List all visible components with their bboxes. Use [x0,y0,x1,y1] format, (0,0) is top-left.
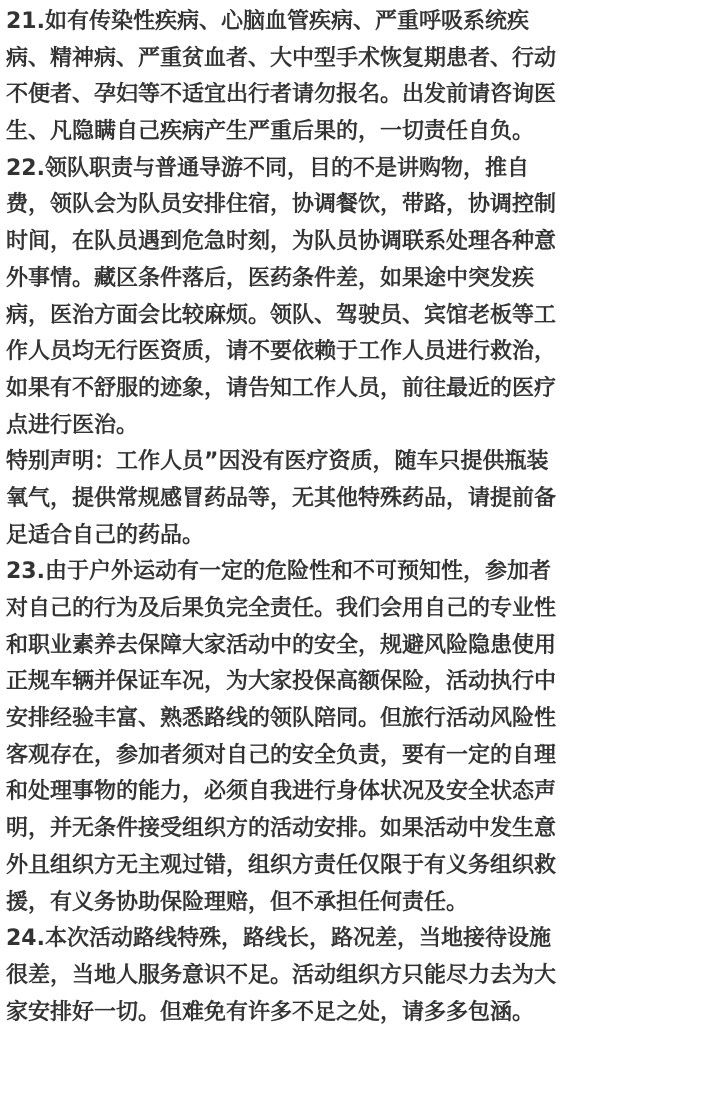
text-line: 正规车辆并保证车况，为大家投保高额保险，活动执行中 [6,669,557,695]
document-body [6,4,696,1031]
text-line: 如果有不舒服的迹象，请告知工作人员，前往最近的医疗 [6,375,557,401]
text-line: 和职业素养去保障大家活动中的安全，规避风险隐患使用 [6,632,557,658]
section-special-statement [6,444,696,554]
section-item-24 [6,921,696,1031]
text-line: 安排经验丰富、熟悉路线的领队陪同。但旅行活动风险性 [6,706,557,732]
text-line: 病，医治方面会比较麻烦。领队、驾驶员、宾馆老板等工 [6,302,557,328]
text-line: 明，并无条件接受组织方的活动安排。如果活动中发生意 [6,816,557,842]
section-item-23 [6,554,696,921]
text-line: 家安排好一切。但难免有许多不足之处，请多多包涵。 [6,999,535,1025]
text-line: 足适合自己的药品。 [6,522,205,548]
section-item-21 [6,4,696,151]
text-line: 24.本次活动路线特殊，路线长，路况差，当地接待设施 [6,926,551,952]
text-line: 很差，当地人服务意识不足。活动组织方只能尽力去为大 [6,962,557,988]
text-line: 点进行医治。 [6,412,139,438]
text-line: 费，领队会为队员安排住宿，协调餐饮，带路，协调控制 [6,192,557,218]
text-line: 特别声明：工作人员”因没有医疗资质，随车只提供瓶装 [6,449,549,475]
text-line: 生、凡隐瞒自己疾病产生严重后果的，一切责任自负。 [6,119,535,145]
text-line: 22.领队职责与普通导游不同，目的不是讲购物，推自 [6,155,529,181]
text-line: 病、精神病、严重贫血者、大中型手术恢复期患者、行动 [6,45,557,71]
text-line: 外事情。藏区条件落后，医药条件差，如果途中突发疾 [6,265,535,291]
text-line: 时间，在队员遇到危急时刻，为队员协调联系处理各种意 [6,229,557,255]
section-item-22 [6,151,696,445]
text-line: 21.如有传染性疾病、心脑血管疾病、严重呼吸系统疾 [6,9,529,34]
text-line: 作人员均无行医资质，请不要依赖于工作人员进行救治， [6,339,557,365]
text-line: 氧气，提供常规感冒药品等，无其他特殊药品，请提前备 [6,485,557,511]
text-line: 23.由于户外运动有一定的危险性和不可预知性，参加者 [6,559,551,585]
text-line: 外且组织方无主观过错，组织方责任仅限于有义务组织救 [6,852,557,878]
text-line: 和处理事物的能力，必须自我进行身体状况及安全状态声 [6,779,557,805]
text-line: 不便者、孕妇等不适宜出行者请勿报名。出发前请咨询医 [6,82,557,108]
text-line: 援，有义务协助保险理赔，但不承担任何责任。 [6,889,469,915]
text-line: 客观存在，参加者须对自己的安全负责，要有一定的自理 [6,742,557,768]
text-line: 对自己的行为及后果负完全责任。我们会用自己的专业性 [6,596,557,621]
